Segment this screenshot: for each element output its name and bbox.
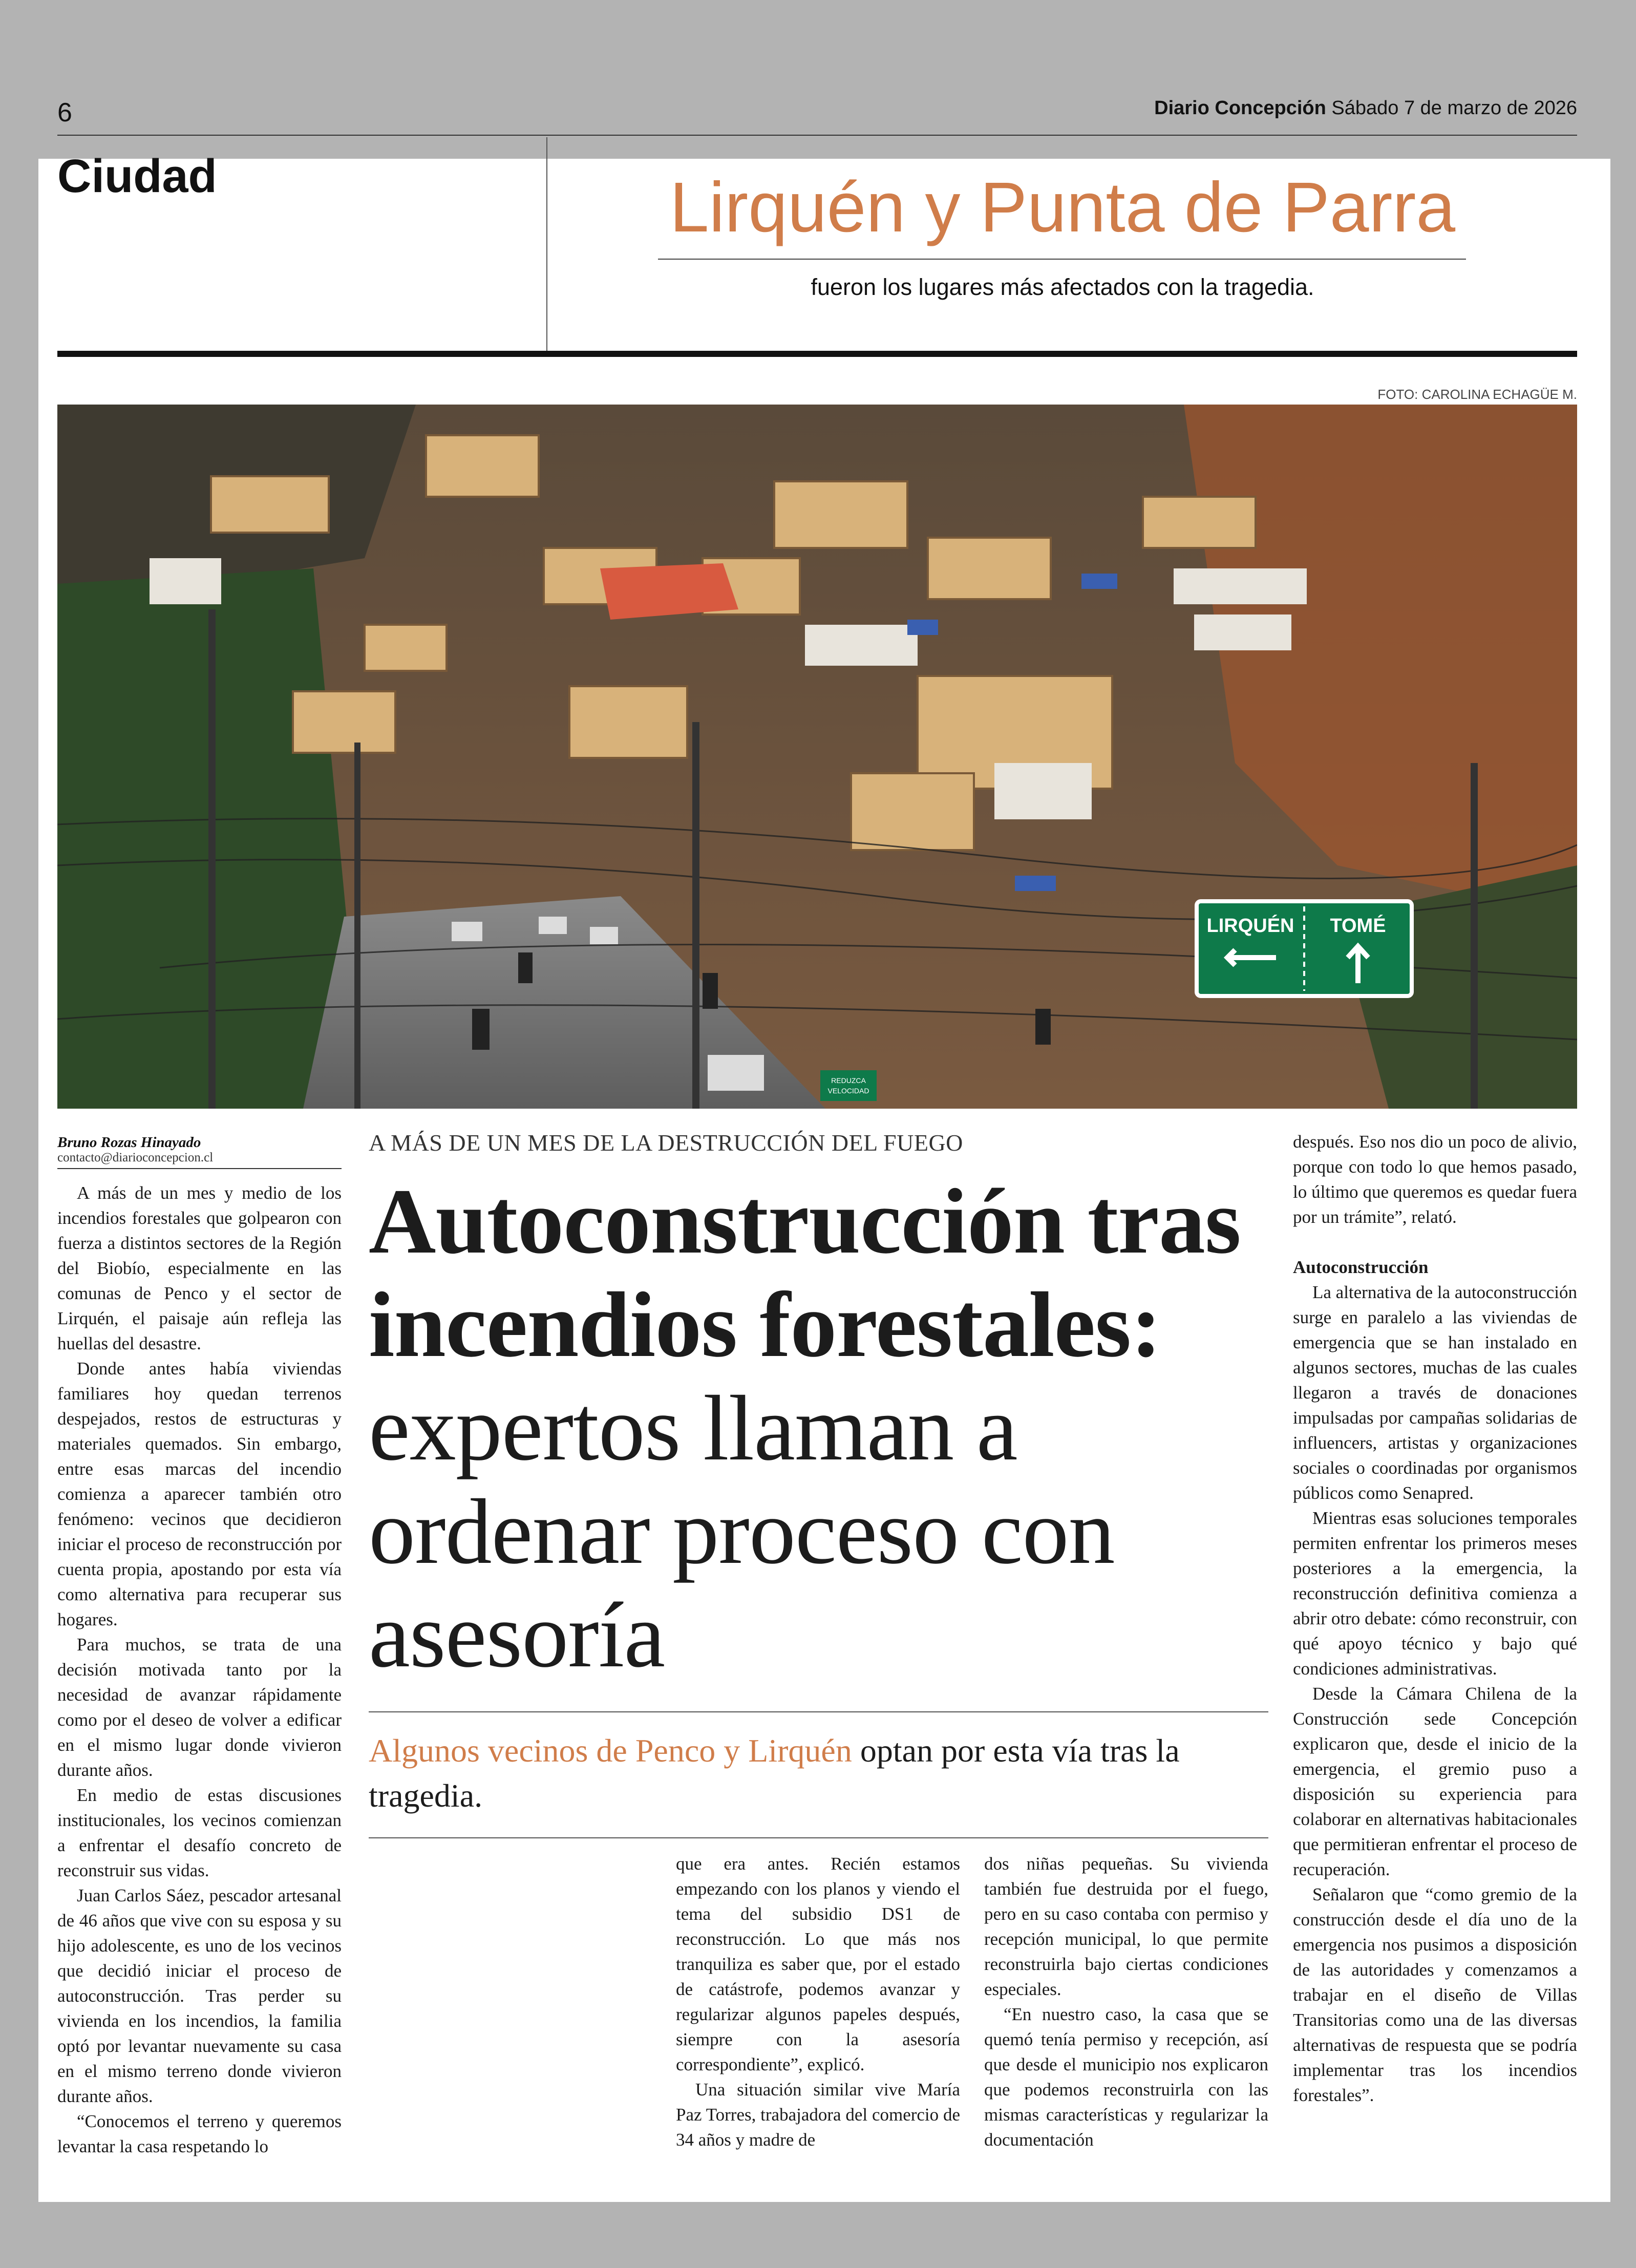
main-photo <box>57 405 1577 1109</box>
upper-kicker: A MÁS DE UN MES DE LA DESTRUCCIÓN DEL FUEGO <box>369 1130 963 1156</box>
paragraph: dos niñas pequeñas. Su vivienda también fue destruida por el fuego, pero en su caso contaba con permiso y recepción municipal, lo que permite reconstruirla bajo ciertas condiciones especiales. <box>984 1854 1268 1999</box>
section-title: Ciudad <box>57 150 217 202</box>
paragraph: Desde la Cámara Chilena de la Construcción sede Concepción explicaron que, desde el inicio de la emergencia, el gremio puso a disposición su experiencia para colaborar en alternativas habitacionales que permitieran enfrentar el proceso de recuperación. <box>1293 1684 1577 1879</box>
paragraph: después. Eso nos dio un poco de alivio, porque con todo lo que hemos pasado, lo último que queremos es quedar fuera por un trámite”, relató. <box>1293 1132 1577 1227</box>
deck-text: optan por esta vía tras la tragedia. <box>369 1732 1180 1814</box>
deck-rule <box>369 1711 1268 1712</box>
deck <box>369 1728 1268 1818</box>
author-email[interactable]: contacto@diarioconcepcion.cl <box>57 1151 342 1169</box>
paragraph: que era antes. Recién estamos empezando con los planos y viendo el tema del subsidio DS1 de reconstrucción. Lo que más nos tranquiliza es saber que, por el estado de catástrofe, podemos avanzar y regularizar algunos papeles después, siempre con la asesoría correspondiente”, explicó. <box>676 1854 960 2074</box>
section-rule <box>57 351 1577 357</box>
headline-bold: Autoconstrucción tras incendios forestales: <box>369 1170 1241 1376</box>
paragraph: “Conocemos el terreno y queremos levantar la casa respetando lo <box>57 2111 342 2156</box>
photo-credit: FOTO: CAROLINA ECHAGÜE M. <box>1377 387 1577 402</box>
deck-rule-bottom <box>369 1837 1268 1838</box>
paragraph: A más de un mes y medio de los incendios forestales que golpearon con fuerza a distintos sectores de la Región del Biobío, especialmente en las comunas de Penco y el sector de Lirquén, el paisaje aún refleja las huellas del desastre. <box>57 1183 342 1353</box>
sign-left-label: LIRQUÉN <box>1206 915 1294 937</box>
paragraph: “En nuestro caso, la casa que se quemó tenía permiso y recepción, así que desde el municipio nos explicaron que podemos reconstruirla con las mismas características y regularizar la documentación <box>984 2004 1268 2150</box>
column-3 <box>984 1851 1268 2152</box>
subheading: Autoconstrucción <box>1293 1257 1429 1277</box>
kicker-rule <box>658 259 1466 260</box>
paragraph: Para muchos, se trata de una decisión motivada tanto por la necesidad de avanzar rápidamente como por el deseo de volver a edificar en el mismo lugar donde vivieron durante años. <box>57 1635 342 1780</box>
column-1 <box>57 1180 342 2159</box>
author: Bruno Rozas Hinayado <box>57 1134 201 1151</box>
paragraph: Juan Carlos Sáez, pescador artesanal de 46 años que vive con su esposa y su hijo adolescente, es uno de los vecinos que decidió iniciar el proceso de autoconstrucción. Tras perder su vivienda en los incendios, la familia optó por levantar nuevamente su casa en el mismo terreno donde vivieron durante años. <box>57 1885 342 2106</box>
column-4 <box>1293 1129 1577 2108</box>
page-number: 6 <box>57 98 72 128</box>
speed-sign-line2: VELOCIDAD <box>827 1087 869 1095</box>
paragraph: En medio de estas discusiones institucionales, los vecinos comienzan a enfrentar el desafío concreto de reconstruir sus vidas. <box>57 1785 342 1880</box>
deck-highlight: Algunos vecinos de Penco y Lirquén <box>369 1732 852 1769</box>
sign-right-label: TOMÉ <box>1330 915 1386 937</box>
publication-date: Sábado 7 de marzo de 2026 <box>1331 97 1577 119</box>
speed-sign <box>820 1070 877 1101</box>
speed-sign-line1: REDUZCA <box>831 1076 866 1085</box>
kicker-subtitle: fueron los lugares más afectados con la tragedia. <box>811 274 1314 300</box>
paragraph: Señalaron que “como gremio de la construcción desde el día uno de la emergencia nos pusimos a disposición de las autoridades y comenzamos a trabajar en el diseño de Villas Transitorias como una de las diversas alternativas de respuesta que se podría implementar tras los incendios forestales”. <box>1293 1884 1577 2105</box>
header-rule <box>57 135 1577 136</box>
paragraph: Mientras esas soluciones temporales permiten enfrentar los primeros meses posteriores a la emergencia, la reconstrucción definitiva comienza a abrir otro debate: cómo reconstruir, con qué apoyo técnico y bajo qué condiciones administrativas. <box>1293 1508 1577 1679</box>
headline <box>369 1170 1290 1687</box>
paragraph: Donde antes había viviendas familiares hoy quedan terrenos despejados, restos de estructuras y materiales quemados. Sin embargo, entre esas marcas del incendio comienza a aparecer también otro fenómeno: vecinos que decidieron iniciar el proceso de reconstrucción por cuenta propia, apostando por esta vía como alternativa para recuperar sus hogares. <box>57 1359 342 1629</box>
paragraph: La alternativa de la autoconstrucción surge en paralelo a las viviendas de emergencia que se han instalado en algunos sectores, muchas de las cuales llegaron a través de donaciones impulsadas por campañas solidarias de influencers, artistas y organizaciones sociales o coordinadas por organismos públicos como Senapred. <box>1293 1282 1577 1503</box>
publication-name: Diario Concepción <box>1154 97 1326 119</box>
publication-line <box>1154 97 1577 119</box>
column-2 <box>676 1851 960 2152</box>
kicker-title: Lirquén y Punta de Parra <box>669 168 1456 247</box>
header-divider <box>546 137 547 352</box>
headline-light: expertos llaman a ordenar proceso con asesoría <box>369 1377 1115 1687</box>
paragraph: Una situación similar vive María Paz Torres, trabajadora del comercio de 34 años y madre de <box>676 2080 960 2150</box>
